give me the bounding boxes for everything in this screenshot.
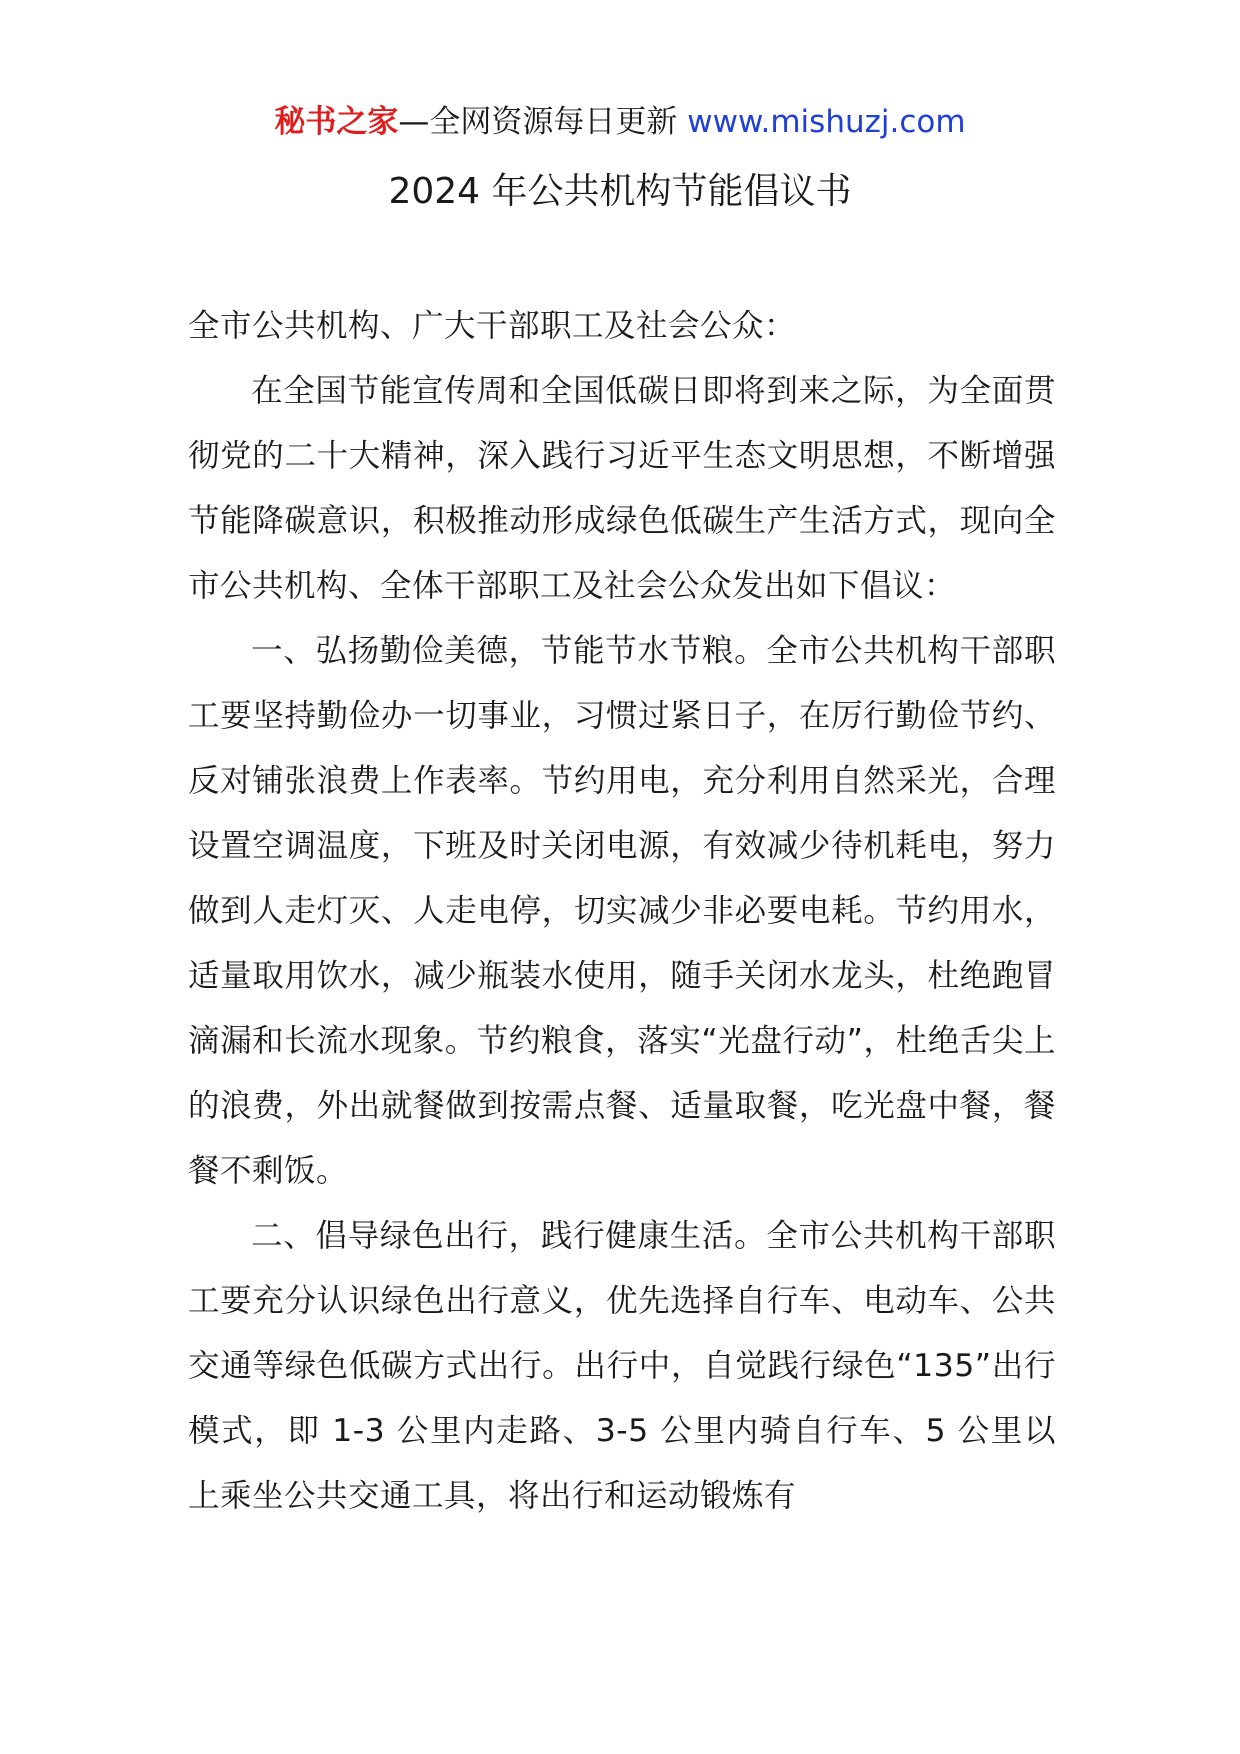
header-tagline: —全网资源每日更新 bbox=[398, 104, 688, 140]
paragraph-section-2: 二、倡导绿色出行，践行健康生活。全市公共机构干部职工要充分认识绿色出行意义，优先选择自行车、电动车、公共交通等绿色低碳方式出行。出行中，自觉践行绿色“135”出行模式，即 1-3 公里内走路、3-5 公里内骑自行车、5 公里以上乘坐公共交通工具，将出行和运动锻炼有 bbox=[188, 1218, 1056, 1514]
document-title: 2024 年公共机构节能倡议书 bbox=[388, 171, 852, 212]
salutation: 全市公共机构、广大干部职工及社会公众： bbox=[188, 308, 797, 344]
paragraph-section-1: 一、弘扬勤俭美德，节能节水节粮。全市公共机构干部职工要坚持勤俭办一切事业，习惯过紧日子，在厉行勤俭节约、反对铺张浪费上作表率。节约用电，充分利用自然采光，合理设置空调温度，下班及时关闭电源，有效减少待机耗电，努力做到人走灯灭、人走电停，切实减少非必要电耗。节约用水，适量取用饮水，减少瓶装水使用，随手关闭水龙头，杜绝跑冒滴漏和长流水现象。节约粮食，落实“光盘行动”，杜绝舌尖上的浪费，外出就餐做到按需点餐、适量取餐，吃光盘中餐，餐餐不剩饭。 bbox=[188, 633, 1056, 1189]
paragraph-intro: 在全国节能宣传周和全国低碳日即将到来之际，为全面贯彻党的二十大精神，深入践行习近平生态文明思想，不断增强节能降碳意识，积极推动形成绿色低碳生产生活方式，现向全市公共机构、全体干部职工及社会公众发出如下倡议： bbox=[188, 373, 1056, 604]
brand-name: 秘书之家 bbox=[274, 104, 399, 140]
site-url-link[interactable]: www.mishuzj.com bbox=[687, 104, 966, 140]
site-header bbox=[0, 100, 1240, 144]
document-body bbox=[188, 294, 1056, 1529]
